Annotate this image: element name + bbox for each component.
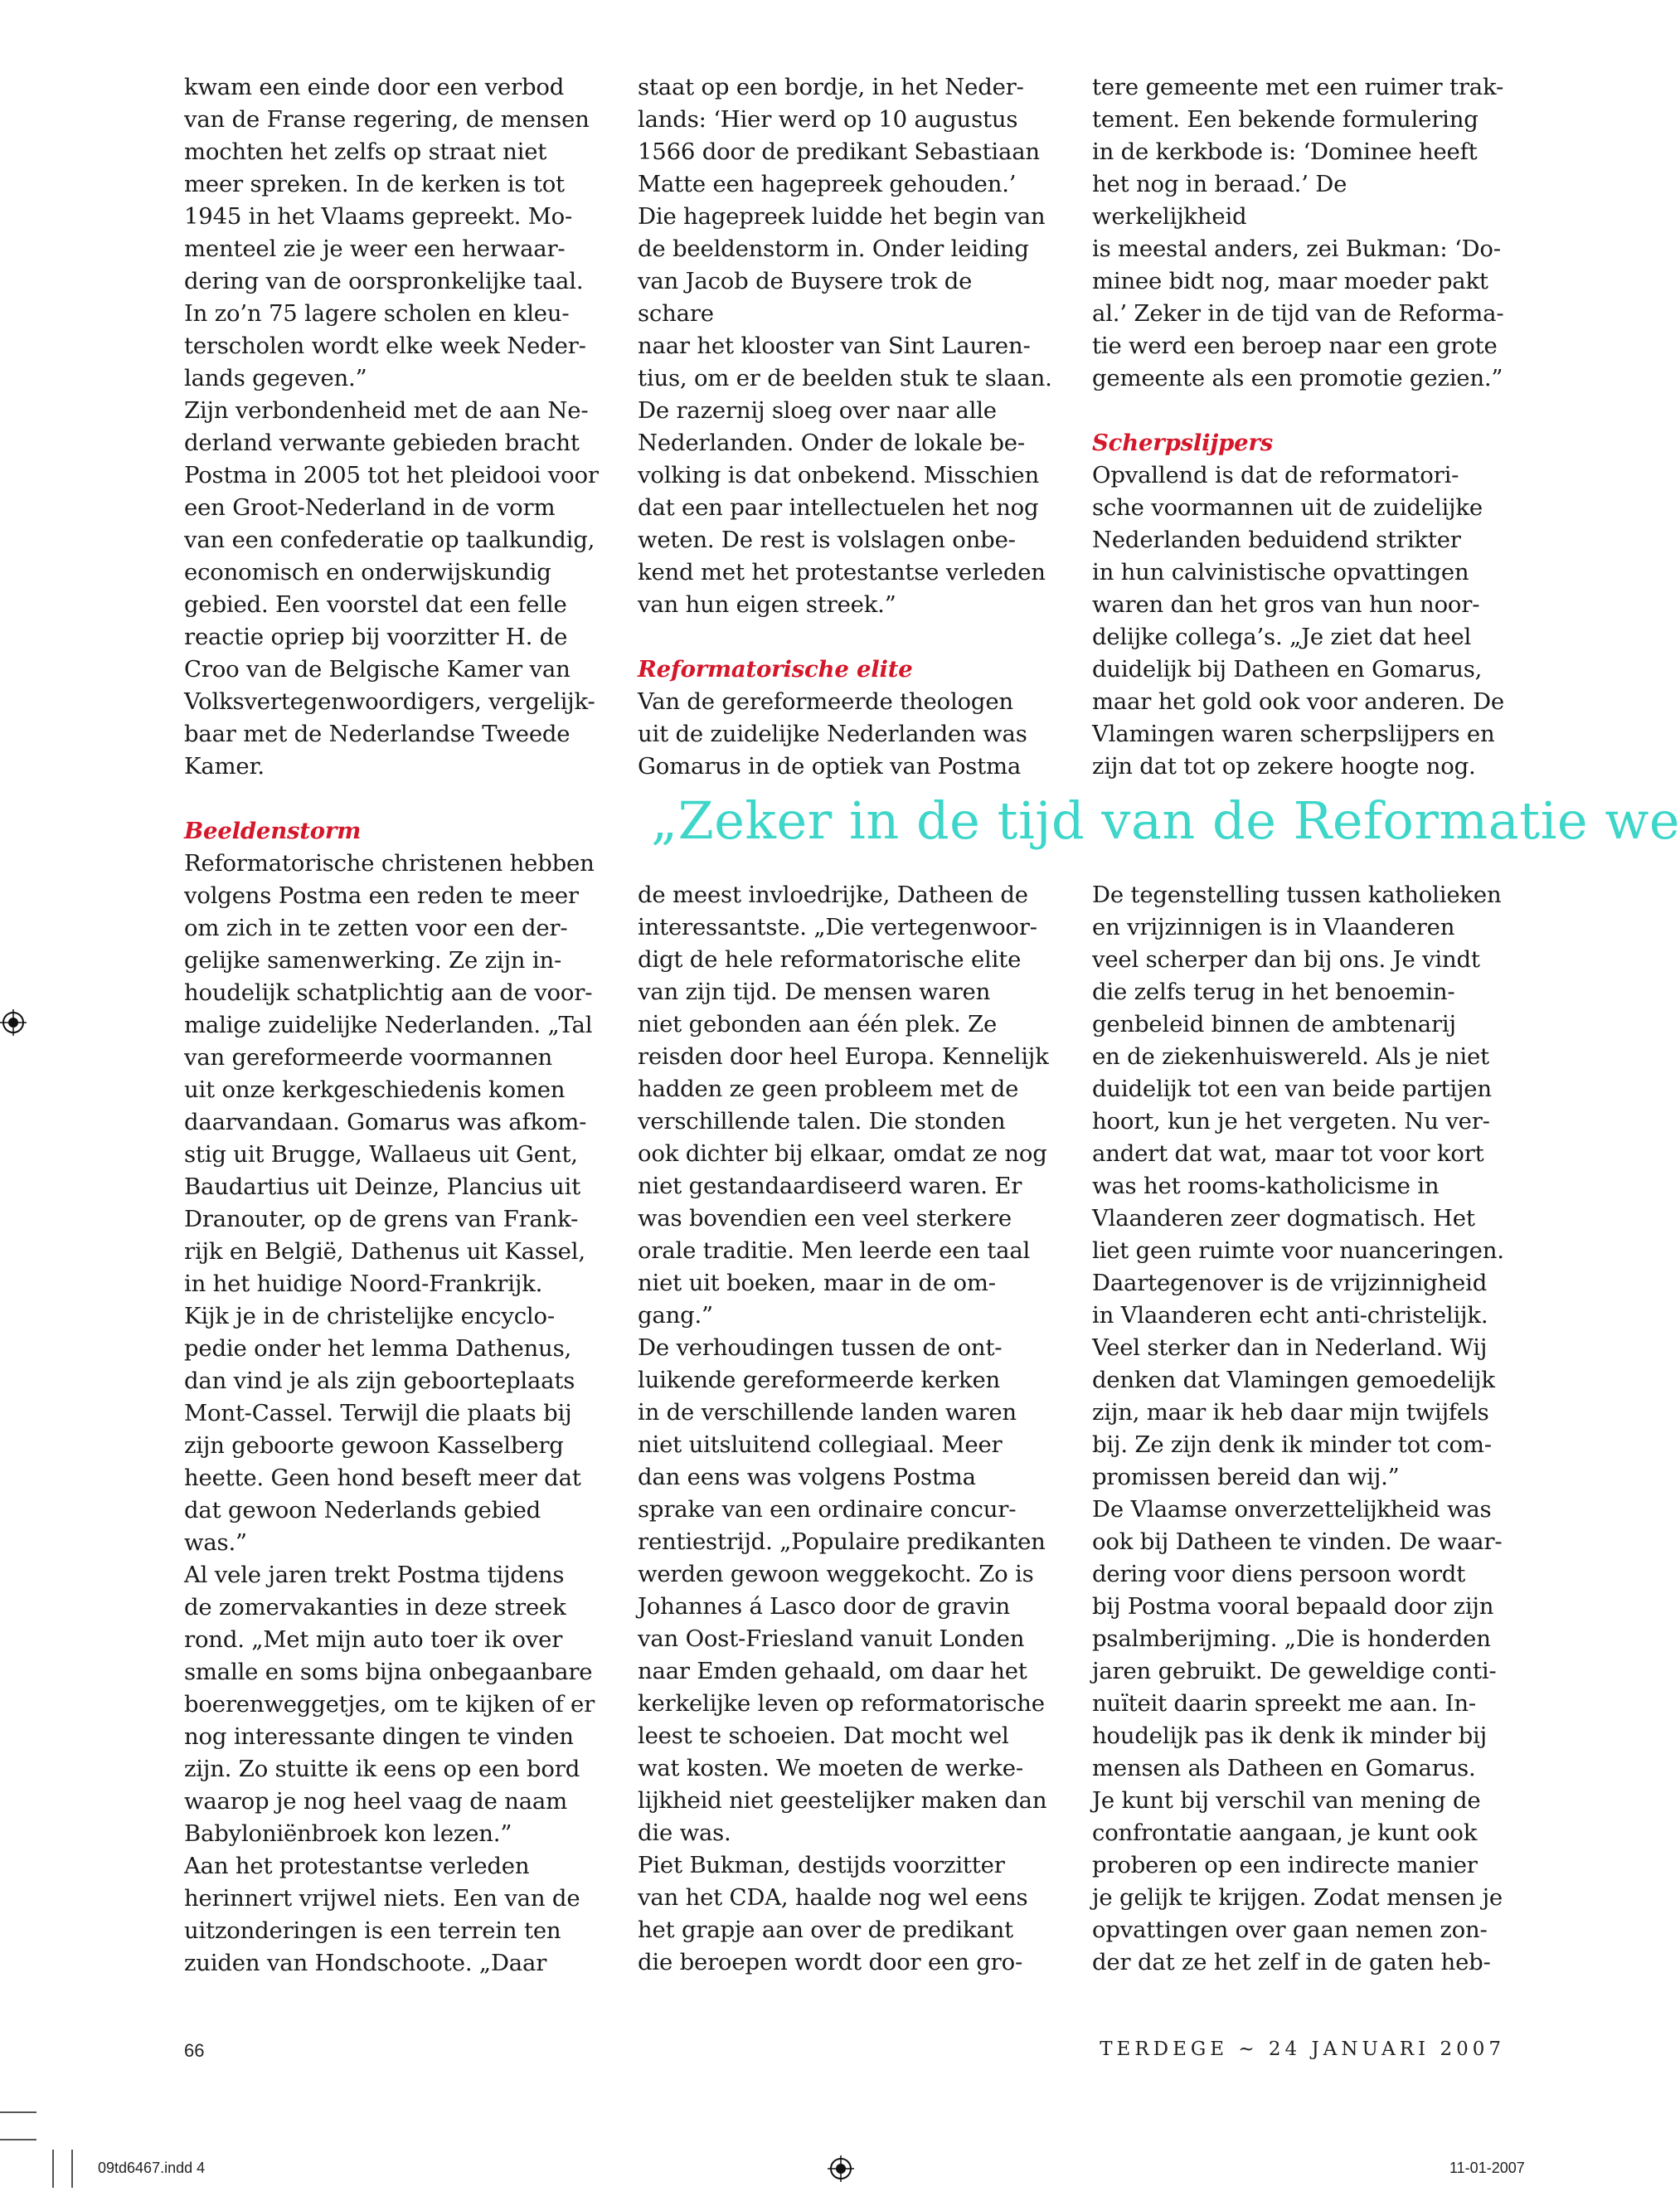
body-paragraph: Van de gereformeerde theologen uit de zuidelijke Nederlanden was Gomarus in de optiek van Postma xyxy=(638,688,1027,780)
crop-mark xyxy=(71,2150,73,2188)
registration-mark-icon xyxy=(0,1009,27,1036)
slug-date: 11-01-2007 xyxy=(1449,2160,1525,2176)
body-paragraph: Opvallend is dat de reformatori- sche voormannen uit de zuidelijke Nederlanden beduidend strikter in hun calvinistische opvattingen waren dan het gros van hun noor- delijke collega’s. „Je ziet dat heel duidelijk bij Datheen en Gomarus, maar het gold ook voor anderen. De Vlamingen waren scherpslijpers en zijn dat tot op zekere hoogte nog. xyxy=(1092,462,1505,780)
page-number: 66 xyxy=(184,2040,205,2061)
column-right-bottom xyxy=(1092,879,1507,1979)
body-paragraph: tere gemeente met een ruimer trak- tement. Een bekende formulering in de kerkbode is: ‘Dominee heeft het nog in beraad.’ De werkelijkheid is meestal anders, zei Bukman: ‘Do- minee bidt nog, maar moeder pakt al.’ Zeker in de tijd van de Reforma- tie werd een beroep naar een grote gemeente als een promotie gezien.” xyxy=(1092,74,1504,391)
crop-mark xyxy=(52,2150,54,2188)
section-gap xyxy=(184,783,599,815)
crop-mark xyxy=(0,2111,36,2113)
pull-quote: „Zeker in de tijd van de Reformatie we xyxy=(651,790,1680,851)
section-heading: Reformatorische elite xyxy=(638,656,913,683)
body-paragraph: staat op een bordje, in het Neder- lands: ‘Hier werd op 10 augustus 1566 door de predikant Sebastiaan Matte een hagepreek gehouden.’ Die hagepreek luidde het begin van de beeldenstorm in. Onder leiding van Jacob de Buysere trok de schare naar het klooster van Sint Lauren- tius, om er de beelden stuk te slaan. De razernij sloeg over naar alle Nederlanden. Onder de lokale be- volking is dat onbekend. Misschien dat een paar intellectuelen het nog weten. De rest is volslagen onbe- kend met het protestantse verleden van hun eigen streek.” xyxy=(638,74,1052,618)
body-paragraph: De tegenstelling tussen katholieken en vrijzinnigen is in Vlaanderen veel scherper dan bij ons. Je vindt die zelfs terug in het benoemin- genbeleid binnen de ambtenarij en de ziekenhuiswereld. Als je niet duidelijk tot een van beide partijen hoort, kun je het vergeten. Nu ver- andert dat wat, maar tot voor kort was het rooms-katholicisme in Vlaanderen zeer dogmatisch. Het liet geen ruimte voor nuanceringen. Daartegenover is de vrijzinnigheid in Vlaanderen echt anti-christelijk. Veel sterker dan in Nederland. Wij denken dat Vlamingen gemoedelijk zijn, maar ik heb daar mijn twijfels bij. Ze zijn denk ik minder tot com- promissen bereid dan wij.” De Vlaamse onverzettelijkheid was ook bij Datheen te vinden. De waar- dering voor diens persoon wordt bij Postma vooral bepaald door zijn psalmberijming. „Die is honderden jaren gebruikt. De geweldige conti- nuïteit daarin spreekt me aan. In- houdelijk pas ik denk ik minder bij mensen als Datheen en Gomarus. Je kunt bij verschil van mening de confrontatie aangaan, je kunt ook proberen op een indirecte manier je gelijk te krijgen. Zodat mensen je opvattingen over gaan nemen zon- der dat ze het zelf in de gaten heb- xyxy=(1092,882,1504,1975)
slug-filename: 09td6467.indd 4 xyxy=(98,2160,206,2176)
column-right-top xyxy=(1092,71,1507,783)
body-paragraph: Reformatorische christenen hebben volgens Postma een reden te meer om zich in te zetten voor een der- gelijke samenwerking. Ze zijn in- houdelijk schatplichtig aan de voor- malige zuidelijke Nederlanden. „Tal van gereformeerde voormannen uit onze kerkgeschiedenis komen daarvandaan. Gomarus was afkom- stig uit Brugge, Wallaeus uit Gent, Baudartius uit Deinze, Plancius uit Dranouter, op de grens van Frank- rijk en België, Dathenus uit Kassel, in het huidige Noord-Frankrijk. Kijk je in de christelijke encyclo- pedie onder het lemma Dathenus, dan vind je als zijn geboorteplaats Mont-Cassel. Terwijl die plaats bij zijn geboorte gewoon Kasselberg heette. Geen hond beseft meer dat dat gewoon Nederlands gebied was.” Al vele jaren trekt Postma tijdens de zomervakanties in deze streek rond. „Met mijn auto toer ik over smalle en soms bijna onbegaanbare boerenweggetjes, om te kijken of er nog interessante dingen te vinden zijn. Zo stuitte ik eens op een bord waarop je nog heel vaag de naam Babyloniënbroek kon lezen.” Aan het protestantse verleden herinnert vrijwel niets. Een van de uitzonderingen is een terrein ten zuiden van Hondschoote. „Daar xyxy=(184,850,595,1976)
body-paragraph: kwam een einde door een verbod van de Franse regering, de mensen mochten het zelfs op straat niet meer spreken. In de kerken is tot 1945 in het Vlaams gepreekt. Mo- menteel zie je weer een herwaar- dering van de oorspronkelijke taal. In zo’n 75 lagere scholen en kleu- terscholen wordt elke week Neder- lands gegeven.” Zijn verbondenheid met de aan Ne- derland verwante gebieden bracht Postma in 2005 tot het pleidooi voor een Groot-Nederland in de vorm van een confederatie op taalkundig, economisch en onderwijskundig gebied. Een voorstel dat een felle reactie opriep bij voorzitter H. de Croo van de Belgische Kamer van Volksvertegenwoordigers, vergelijk- baar met de Nederlandse Tweede Kamer. xyxy=(184,74,599,780)
column-left xyxy=(184,71,599,1980)
section-gap xyxy=(638,621,1052,654)
crop-mark xyxy=(0,2139,36,2140)
registration-mark-icon xyxy=(828,2155,854,2182)
running-footer: TERDEGE ~ 24 JANUARI 2007 xyxy=(1100,2038,1505,2060)
section-gap xyxy=(1092,395,1507,427)
section-heading: Scherpslijpers xyxy=(1092,430,1274,456)
section-heading: Beeldenstorm xyxy=(184,818,362,844)
column-middle-bottom xyxy=(638,879,1052,1979)
column-middle-top xyxy=(638,71,1052,783)
body-paragraph: de meest invloedrijke, Datheen de interessantste. „Die vertegenwoor- digt de hele reformatorische elite van zijn tijd. De mensen waren niet gebonden aan één plek. Ze reisden door heel Europa. Kennelijk hadden ze geen probleem met de verschillende talen. Die stonden ook dichter bij elkaar, omdat ze nog niet gestandaardiseerd waren. Er was bovendien een veel sterkere orale traditie. Men leerde een taal niet uit boeken, maar in de om- gang.” De verhoudingen tussen de ont- luikende gereformeerde kerken in de verschillende landen waren niet uitsluitend collegiaal. Meer dan eens was volgens Postma sprake van een ordinaire concur- rentiestrijd. „Populaire predikanten werden gewoon weggekocht. Zo is Johannes á Lasco door de gravin van Oost-Friesland vanuit Londen naar Emden gehaald, om daar het kerkelijke leven op reformatorische leest te schoeien. Dat mocht wel wat kosten. We moeten de werke- lijkheid niet geestelijker maken dan die was. Piet Bukman, destijds voorzitter van het CDA, haalde nog wel eens het grapje aan over de predikant die beroepen wordt door een gro- xyxy=(638,882,1049,1975)
